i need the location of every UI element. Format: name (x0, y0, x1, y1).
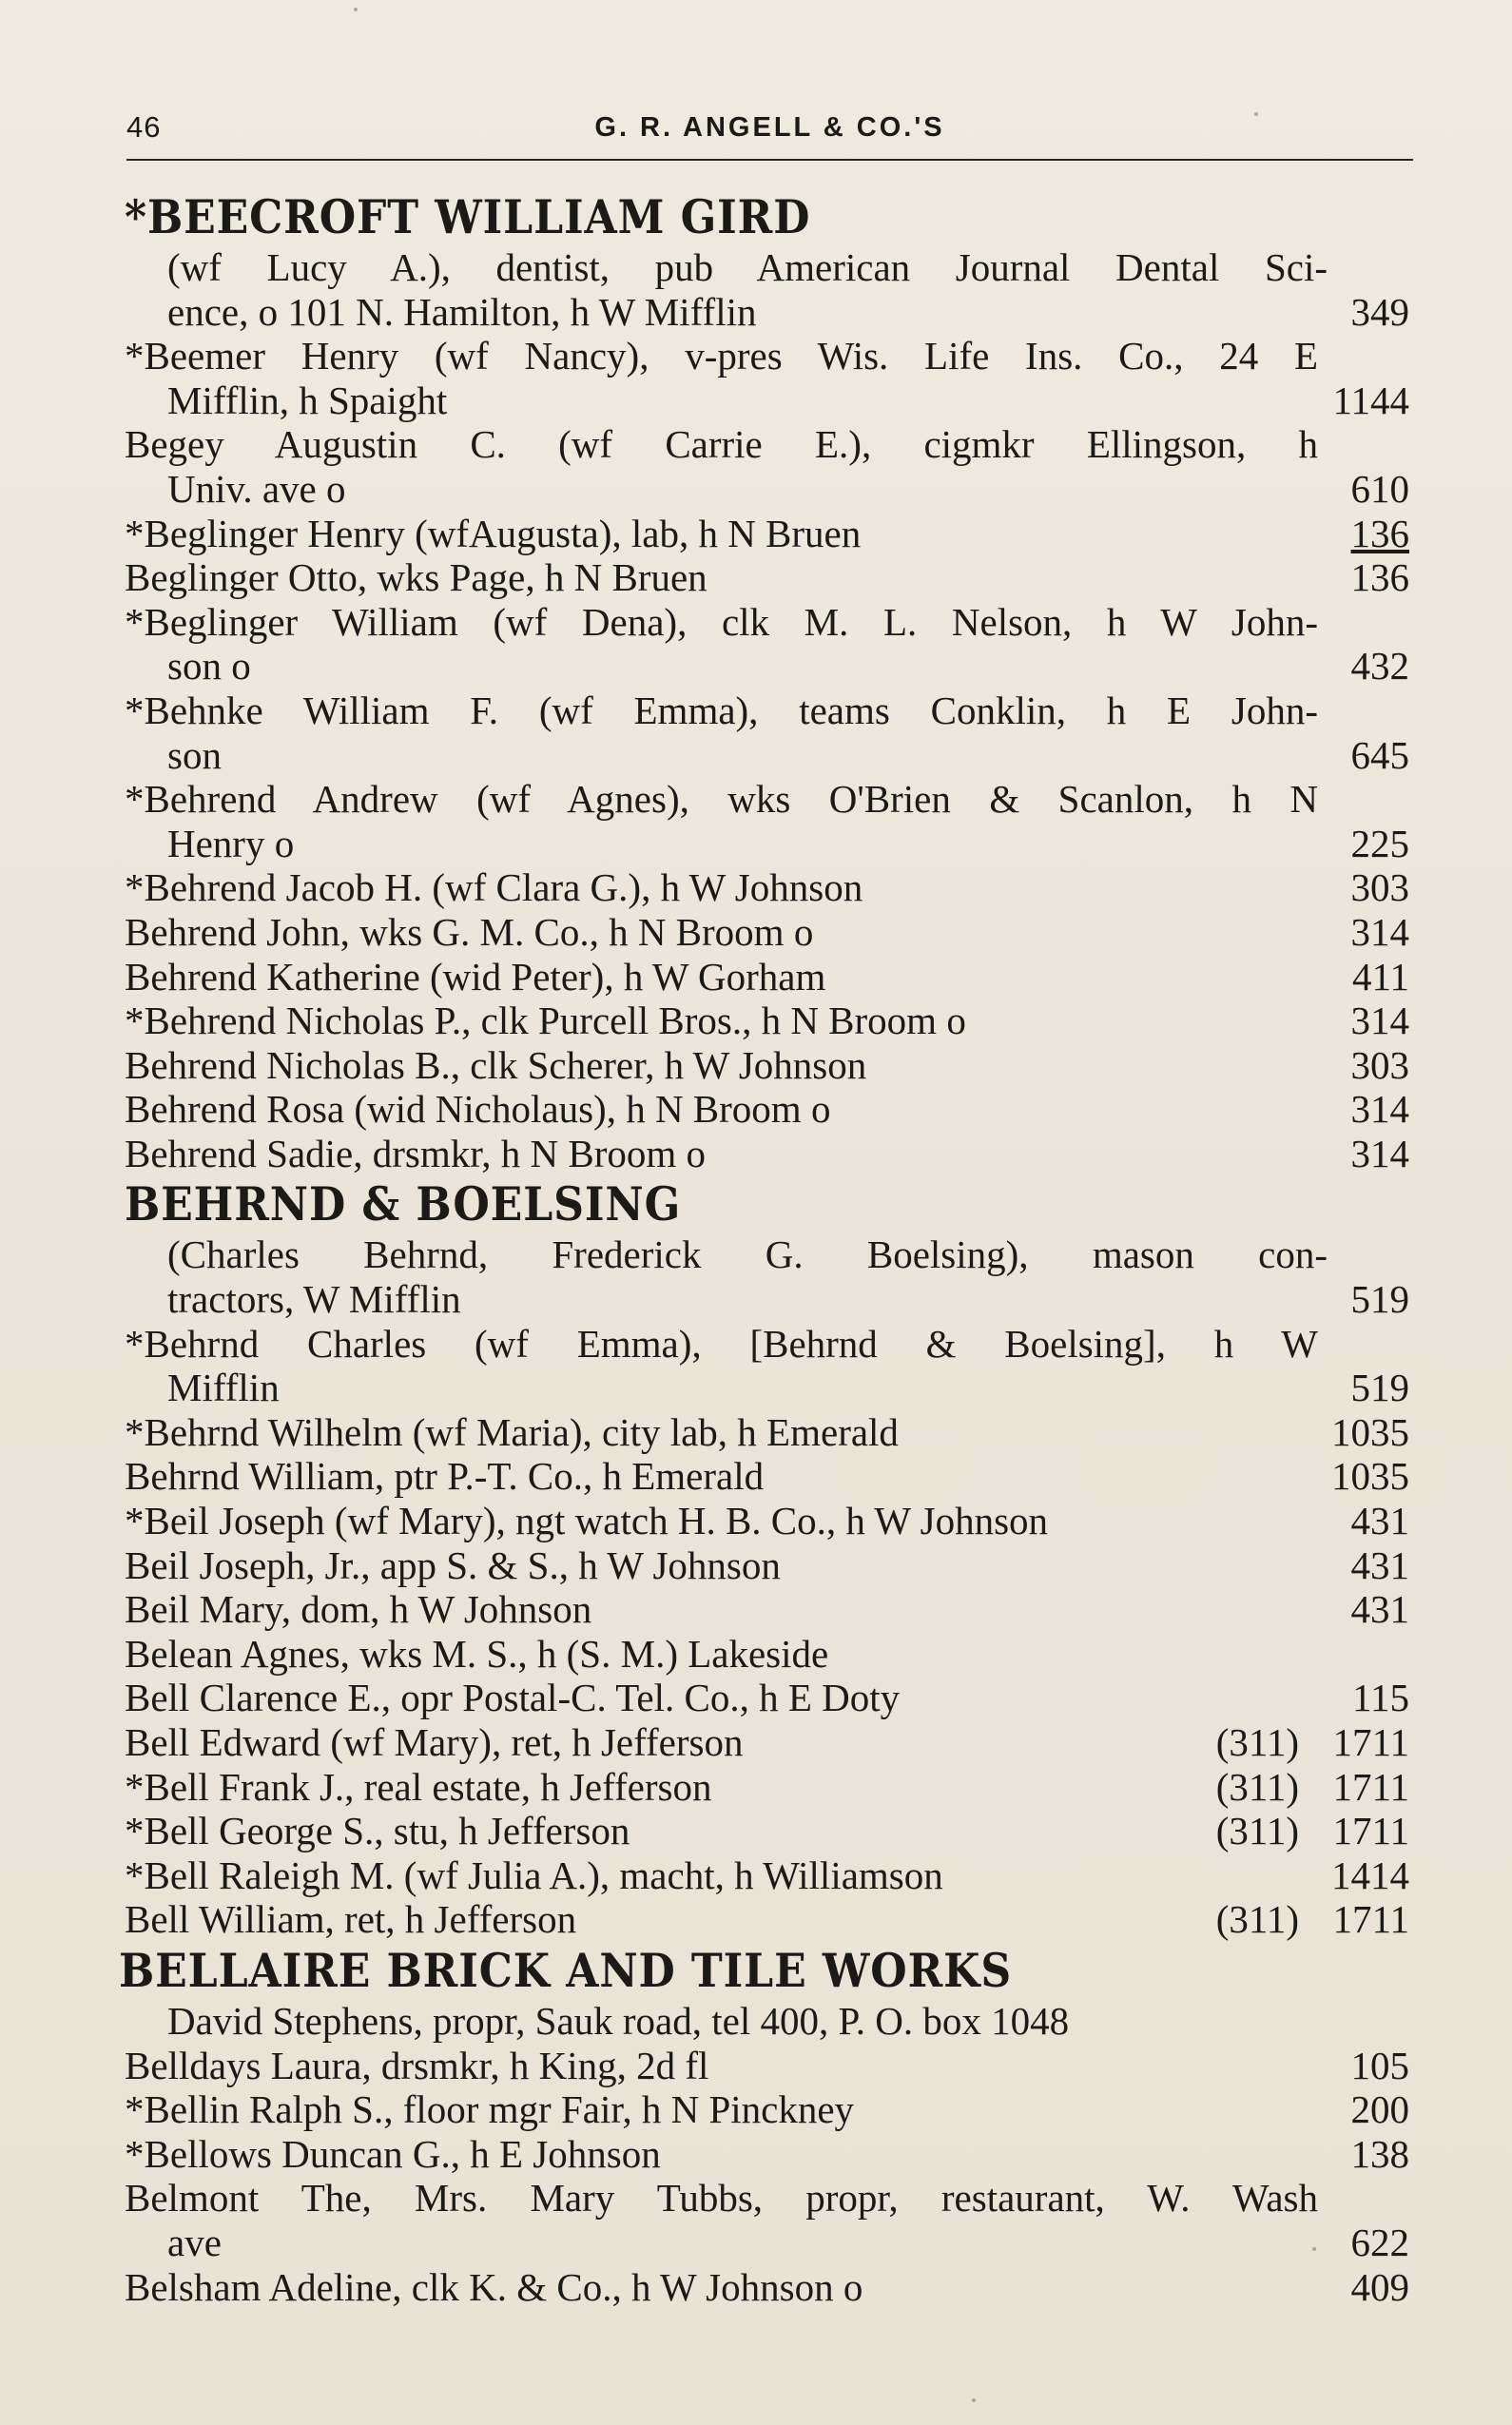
directory-line (0, 378, 1512, 423)
business-heading: BEHRND & BOELSING (125, 1176, 682, 1232)
telephone-prefix: (311) (1215, 1764, 1299, 1809)
running-title: G. R. ANGELL & CO.'S (594, 112, 945, 143)
telephone-number: 314 (1350, 909, 1409, 954)
directory-line (0, 1366, 1512, 1410)
telephone-number: 225 (1350, 821, 1409, 865)
telephone-number: 1711 (1332, 1897, 1409, 1942)
telephone-number: 1144 (1332, 378, 1409, 422)
entry-text: Behrend Rosa (wid Nicholaus), h N Broom o (125, 1087, 831, 1132)
directory-line (0, 2221, 1512, 2265)
directory-line (0, 1543, 1512, 1588)
entry-text: Behrend Katherine (wid Peter), h W Gorham (125, 954, 826, 999)
entry-text: Behrend Sadie, drsmkr, h N Broom o (125, 1131, 706, 1175)
telephone-prefix: (311) (1215, 1897, 1299, 1942)
paper-speck (1312, 2247, 1316, 2251)
entry-text: Mifflin, h Spaight (167, 378, 448, 422)
directory-line (0, 1720, 1512, 1765)
entry-text: *Bellows Duncan G., h E Johnson (125, 2131, 661, 2176)
telephone-number: 1035 (1331, 1409, 1409, 1454)
entry-text: *Bell George S., stu, h Jefferson (125, 1809, 630, 1853)
telephone-number: 411 (1352, 954, 1409, 999)
entry-text: Univ. ave o (167, 466, 346, 511)
directory-line (0, 1277, 1512, 1322)
entry-text: Bell Edward (wf Mary), ret, h Jefferson (125, 1720, 744, 1764)
telephone-number: 200 (1350, 2087, 1409, 2132)
directory-line (0, 2044, 1512, 2088)
directory-line (0, 1809, 1512, 1853)
directory-line (0, 1999, 1512, 2044)
telephone-number: 519 (1350, 1366, 1409, 1410)
directory-line (0, 822, 1512, 866)
directory-line (0, 245, 1512, 290)
directory-line (0, 1853, 1512, 1898)
entry-text: Beglinger Otto, wks Page, h N Bruen (125, 555, 708, 600)
entry-text: Belsham Adeline, clk K. & Co., h W Johnson o (125, 2264, 863, 2309)
telephone-number: 431 (1350, 1542, 1409, 1587)
page-header (126, 103, 1413, 145)
telephone-number: 1711 (1332, 1809, 1409, 1853)
paper-speck (354, 8, 358, 11)
directory-line (0, 1587, 1512, 1632)
directory-line (0, 1043, 1512, 1088)
directory-line (0, 512, 1512, 556)
business-heading: BELLAIRE BRICK AND TILE WORKS (119, 1942, 1013, 1998)
directory-line (0, 910, 1512, 955)
entry-text: (wf Lucy A.), dentist, pub American Journal Dental Sci- (167, 245, 1328, 289)
entry-text: *Bellin Ralph S., floor mgr Fair, h N Pinckney (125, 2087, 855, 2132)
telephone-number: 1711 (1332, 1764, 1409, 1809)
telephone-number: 1711 (1332, 1720, 1409, 1764)
entry-text: *Behrend Nicholas P., clk Purcell Bros., h N Broom o (125, 999, 966, 1043)
entry-text: Beil Joseph, Jr., app S. & S., h W Johnson (125, 1542, 781, 1587)
directory-line (0, 2265, 1512, 2310)
directory-line (0, 1454, 1512, 1499)
entry-text: Belldays Laura, drsmkr, h King, 2d fl (125, 2043, 709, 2087)
directory-line (0, 1322, 1512, 1367)
directory-line (0, 1676, 1512, 1720)
directory-line (0, 1087, 1512, 1132)
directory-line (0, 1499, 1512, 1543)
directory-line (0, 2087, 1512, 2132)
entry-text: Beil Mary, dom, h W Johnson (125, 1587, 592, 1632)
telephone-number: 409 (1350, 2264, 1409, 2309)
directory-line (0, 1410, 1512, 1455)
directory-line (0, 1232, 1512, 1277)
entry-text: Bell William, ret, h Jefferson (125, 1897, 577, 1942)
directory-line (0, 555, 1512, 600)
telephone-number: 431 (1350, 1499, 1409, 1543)
telephone-number: 610 (1350, 466, 1409, 511)
business-heading: *BEECROFT WILLIAM GIRD (125, 189, 811, 244)
telephone-number: 1035 (1331, 1454, 1409, 1499)
entry-text: Behrend Nicholas B., clk Scherer, h W Johnson (125, 1042, 867, 1087)
telephone-number: 314 (1350, 1131, 1409, 1175)
telephone-number: 303 (1350, 865, 1409, 910)
entry-text: *Behrnd Wilhelm (wf Maria), city lab, h Emerald (125, 1409, 899, 1454)
entry-text: son o (167, 644, 251, 689)
directory-line (0, 999, 1512, 1043)
directory-line (0, 467, 1512, 512)
entry-text: *Behrnd Charles (wf Emma), [Behrnd & Boelsing], h W (125, 1321, 1318, 1366)
paper-speck (1254, 112, 1258, 116)
page-number: 46 (126, 110, 162, 144)
entry-text: *Beil Joseph (wf Mary), ngt watch H. B. Co., h W Johnson (125, 1499, 1049, 1543)
entry-text: Bell Clarence E., opr Postal-C. Tel. Co., h E Doty (125, 1676, 901, 1720)
entry-text: Belean Agnes, wks M. S., h (S. M.) Lakeside (125, 1631, 829, 1676)
telephone-number: 314 (1350, 999, 1409, 1043)
telephone-number: 645 (1350, 732, 1409, 777)
entry-text: (Charles Behrnd, Frederick G. Boelsing), mason con- (167, 1232, 1328, 1277)
directory-line (0, 600, 1512, 645)
telephone-number: 432 (1350, 644, 1409, 689)
entry-text: *Bell Frank J., real estate, h Jefferson (125, 1764, 712, 1809)
directory-line (0, 1765, 1512, 1810)
entry-text: Begey Augustin C. (wf Carrie E.), cigmkr Ellingson, h (125, 422, 1318, 467)
entry-text: ave (167, 2220, 222, 2264)
directory-line (0, 2132, 1512, 2177)
directory-line (0, 777, 1512, 822)
telephone-number: 115 (1352, 1676, 1409, 1720)
entry-text: *Beglinger Henry (wfAugusta), lab, h N Bruen (125, 511, 862, 555)
entry-text: *Behnke William F. (wf Emma), teams Conklin, h E John- (125, 688, 1318, 732)
telephone-number: 136 (1350, 555, 1409, 600)
entry-text: Behrend John, wks G. M. Co., h N Broom o (125, 909, 814, 954)
entry-text: *Beglinger William (wf Dena), clk M. L. Nelson, h W John- (125, 599, 1318, 644)
entry-text: *Behrend Jacob H. (wf Clara G.), h W Johnson (125, 865, 863, 910)
entry-text: ence, o 101 N. Hamilton, h W Mifflin (167, 289, 757, 334)
entry-text: Henry o (167, 821, 295, 865)
telephone-number: 136 (1350, 511, 1409, 555)
telephone-number: 622 (1350, 2220, 1409, 2264)
entry-text: David Stephens, propr, Sauk road, tel 400, P. O. box 1048 (167, 1998, 1070, 2043)
telephone-number: 349 (1350, 289, 1409, 334)
telephone-prefix: (311) (1215, 1720, 1299, 1764)
entry-text: son (167, 732, 222, 777)
entry-text: Belmont The, Mrs. Mary Tubbs, propr, restaurant, W. Wash (125, 2176, 1318, 2221)
directory-line (0, 2176, 1512, 2221)
directory-line (0, 1897, 1512, 1942)
directory-line (0, 290, 1512, 335)
entry-text: Behrnd William, ptr P.-T. Co., h Emerald (125, 1454, 765, 1499)
directory-line (0, 733, 1512, 778)
entry-text: *Beemer Henry (wf Nancy), v-pres Wis. Life Ins. Co., 24 E (125, 334, 1318, 378)
telephone-number: 431 (1350, 1587, 1409, 1632)
telephone-number: 105 (1350, 2043, 1409, 2087)
directory-line (0, 955, 1512, 999)
entry-text: *Bell Raleigh M. (wf Julia A.), macht, h Williamson (125, 1853, 943, 1897)
entry-text: Mifflin (167, 1366, 280, 1410)
entry-text: *Behrend Andrew (wf Agnes), wks O'Brien & Scanlon, h N (125, 777, 1318, 822)
directory-line (0, 689, 1512, 733)
paper-speck (972, 2398, 976, 2402)
directory-line (0, 865, 1512, 910)
telephone-number: 1414 (1331, 1853, 1409, 1897)
telephone-number: 519 (1350, 1277, 1409, 1322)
directory-entries (0, 188, 1512, 2309)
directory-line (0, 1632, 1512, 1677)
telephone-number: 303 (1350, 1042, 1409, 1087)
directory-line (0, 644, 1512, 689)
directory-line (0, 422, 1512, 467)
telephone-prefix: (311) (1215, 1809, 1299, 1853)
telephone-number: 314 (1350, 1087, 1409, 1132)
entry-text: tractors, W Mifflin (167, 1277, 461, 1322)
directory-line (0, 1132, 1512, 1176)
header-rule (126, 159, 1413, 161)
telephone-number: 138 (1350, 2131, 1409, 2176)
directory-line (0, 334, 1512, 378)
